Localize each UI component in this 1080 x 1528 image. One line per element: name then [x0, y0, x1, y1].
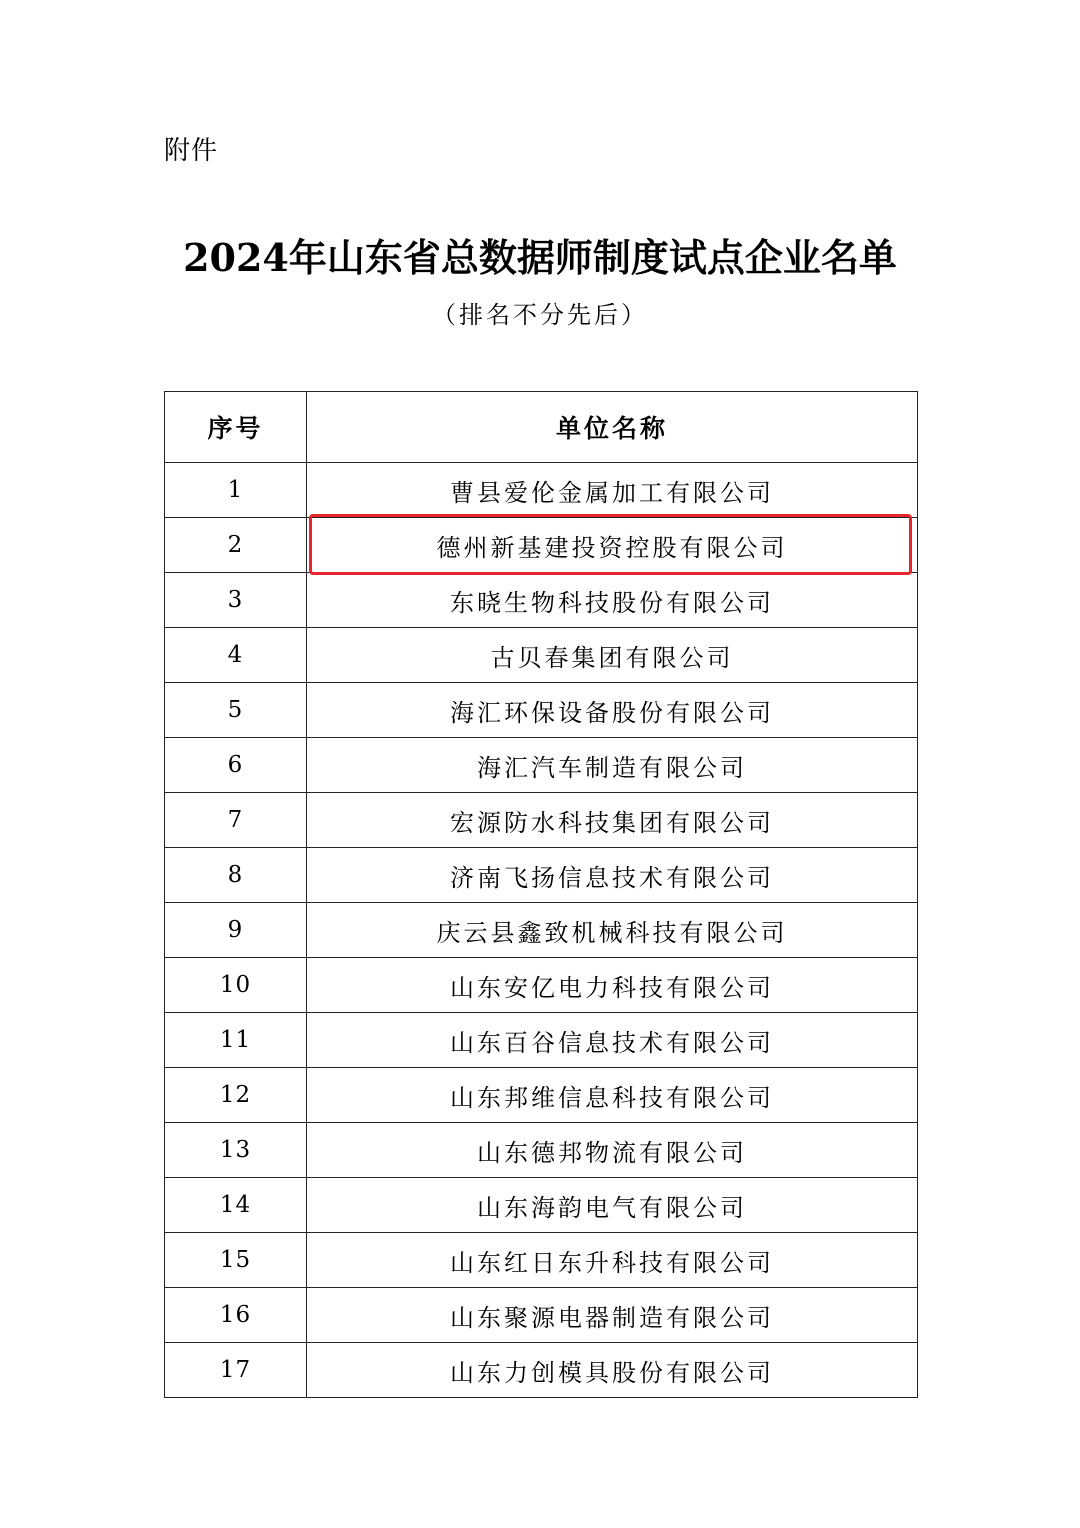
row-index: 4	[165, 628, 307, 683]
table-row	[165, 1178, 918, 1233]
row-company-name: 山东海韵电气有限公司	[307, 1178, 918, 1233]
table-row	[165, 958, 918, 1013]
row-company-name: 山东聚源电器制造有限公司	[307, 1288, 918, 1343]
table-row	[165, 683, 918, 738]
table-row	[165, 628, 918, 683]
table-row	[165, 1068, 918, 1123]
row-index: 17	[165, 1343, 307, 1398]
row-company-name: 山东安亿电力科技有限公司	[307, 958, 918, 1013]
row-index: 16	[165, 1288, 307, 1343]
header-index: 序号	[165, 392, 307, 463]
row-company-name: 德州新基建投资控股有限公司	[307, 518, 918, 573]
table-row	[165, 1288, 918, 1343]
row-index: 15	[165, 1233, 307, 1288]
row-company-name: 山东百谷信息技术有限公司	[307, 1013, 918, 1068]
row-company-name: 东晓生物科技股份有限公司	[307, 573, 918, 628]
row-company-name: 海汇环保设备股份有限公司	[307, 683, 918, 738]
row-index: 9	[165, 903, 307, 958]
table-row	[165, 793, 918, 848]
row-company-name: 古贝春集团有限公司	[307, 628, 918, 683]
row-index: 12	[165, 1068, 307, 1123]
company-list-table	[164, 391, 918, 1398]
row-company-name: 山东红日东升科技有限公司	[307, 1233, 918, 1288]
table-row	[165, 738, 918, 793]
row-index: 8	[165, 848, 307, 903]
row-company-name: 山东德邦物流有限公司	[307, 1123, 918, 1178]
row-index: 1	[165, 463, 307, 518]
row-index: 13	[165, 1123, 307, 1178]
row-index: 14	[165, 1178, 307, 1233]
document-title: 2024年山东省总数据师制度试点企业名单	[183, 235, 897, 280]
table-row	[165, 463, 918, 518]
row-company-name: 庆云县鑫致机械科技有限公司	[307, 903, 918, 958]
table-row	[165, 1233, 918, 1288]
header-company-name: 单位名称	[307, 392, 918, 463]
row-company-name: 山东力创模具股份有限公司	[307, 1343, 918, 1398]
row-company-name: 宏源防水科技集团有限公司	[307, 793, 918, 848]
attachment-label: 附件	[164, 136, 219, 166]
row-company-name: 济南飞扬信息技术有限公司	[307, 848, 918, 903]
document-subtitle: （排名不分先后）	[432, 301, 648, 329]
row-company-name: 曹县爱伦金属加工有限公司	[307, 463, 918, 518]
row-index: 11	[165, 1013, 307, 1068]
table-row	[165, 903, 918, 958]
row-index: 2	[165, 518, 307, 573]
row-company-name: 山东邦维信息科技有限公司	[307, 1068, 918, 1123]
table-row	[165, 573, 918, 628]
table-row	[165, 848, 918, 903]
table-row	[165, 1013, 918, 1068]
table-row	[165, 1123, 918, 1178]
row-index: 5	[165, 683, 307, 738]
row-index: 10	[165, 958, 307, 1013]
row-index: 6	[165, 738, 307, 793]
table-row	[165, 1343, 918, 1398]
row-company-name: 海汇汽车制造有限公司	[307, 738, 918, 793]
row-index: 7	[165, 793, 307, 848]
row-index: 3	[165, 573, 307, 628]
table-header-row	[165, 392, 918, 463]
table-row	[165, 518, 918, 573]
